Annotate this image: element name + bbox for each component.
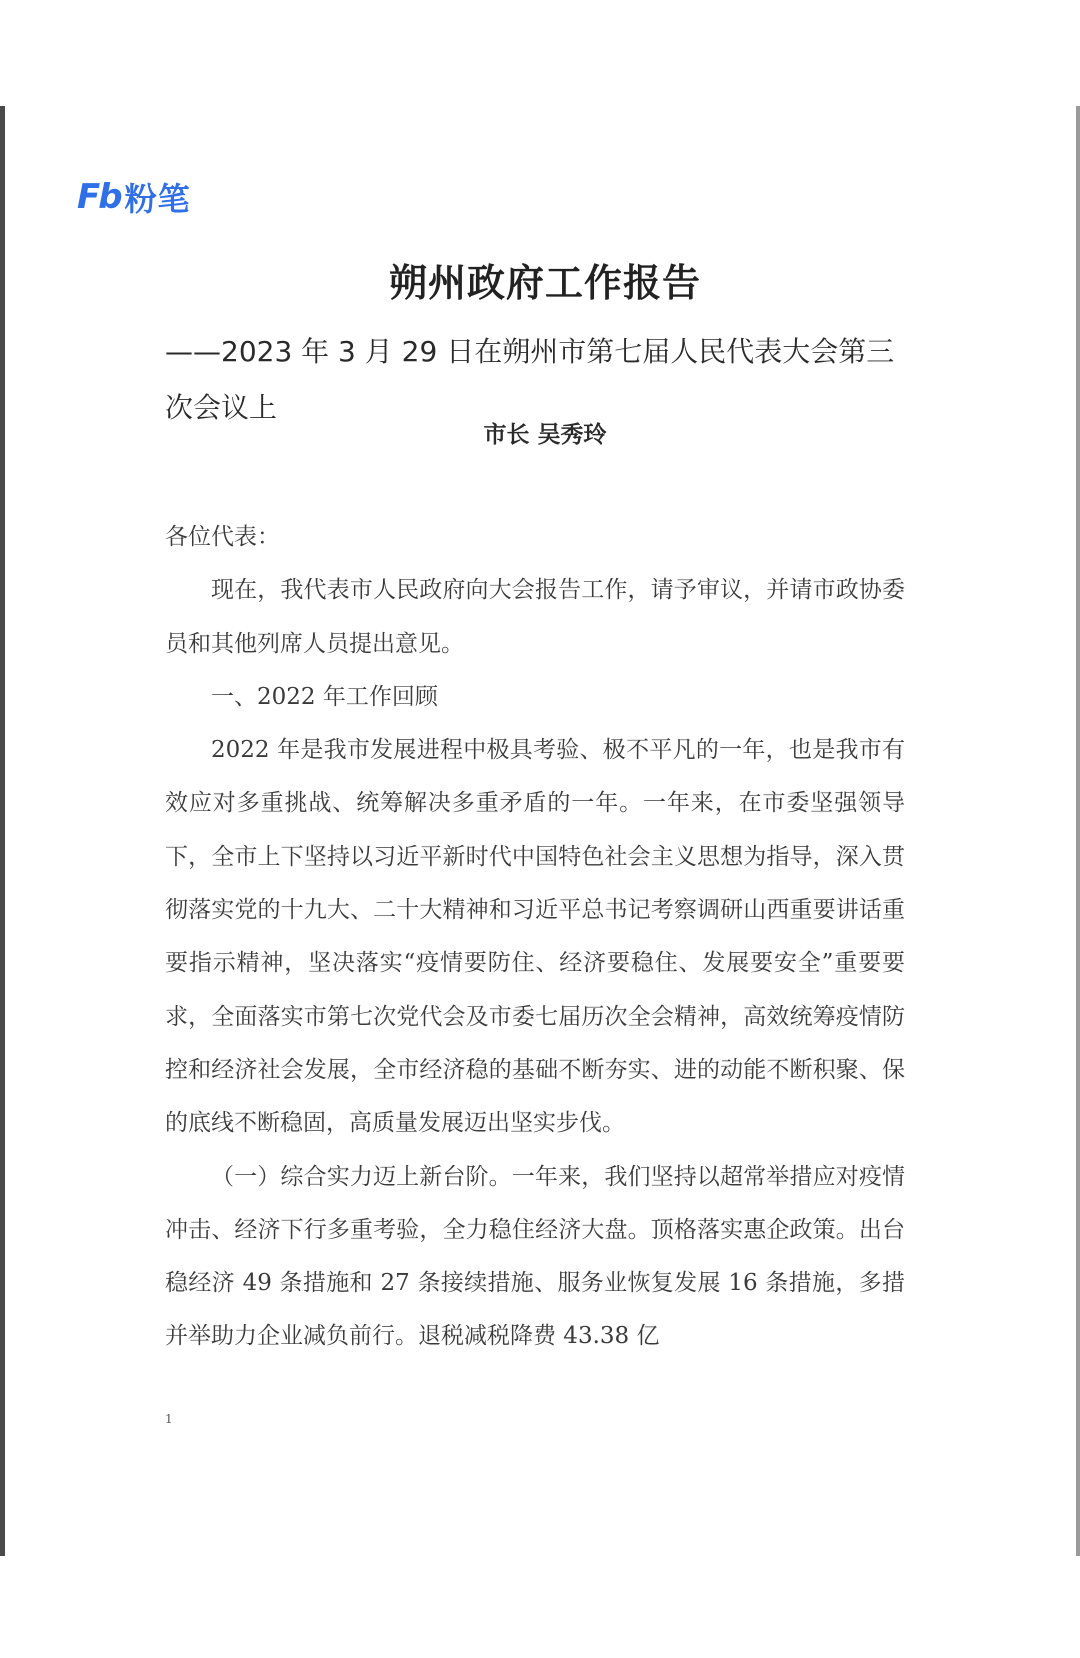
logo-mark: Fb: [77, 177, 121, 217]
logo-text: 粉笔: [124, 180, 191, 218]
section-heading: 一、2022 年工作回顾: [211, 683, 438, 710]
document-title: 朔州政府工作报告: [388, 261, 701, 305]
paragraph: （一）综合实力迈上新台阶。一年来，我们坚持以超常举措应对疫情冲击、经济下行多重考验，全力稳住经济大盘。顶格落实惠企政策。出台稳经济 49 条措施和 27 条接续措施、服务业恢复发展 16 条措施，多措并举助力企业减负前行。退税减税降费 43.38 亿: [165, 1163, 905, 1350]
document-body: [165, 511, 905, 1364]
paragraph: 现在，我代表市人民政府向大会报告工作，请予审议，并请市政协委员和其他列席人员提出意见。: [165, 577, 905, 657]
salutation: 各位代表：: [165, 524, 280, 550]
fenbi-logo: [77, 174, 191, 220]
document-page: [0, 106, 1080, 1556]
paragraph: 2022 年是我市发展进程中极具考验、极不平凡的一年，也是我市有效应对多重挑战、统筹解决多重矛盾的一年。一年来，在市委坚强领导下，全市上下坚持以习近平新时代中国特色社会主义思想为指导，深入贯彻落实党的十九大、二十大精神和习近平总书记考察调研山西重要讲话重要指示精神，坚决落实“疫情要防住、经济要稳住、发展要安全”重要要求，全面落实市第七次党代会及市委七届历次全会精神，高效统筹疫情防控和经济社会发展，全市经济稳的基础不断夯实、进的动能不断积聚、保的底线不断稳固，高质量发展迈出坚实步伐。: [165, 737, 905, 1137]
page-number: 1: [165, 1412, 173, 1426]
document-subtitle: ——2023 年 3 月 29 日在朔州市第七届人民代表大会第三次会议上: [165, 335, 895, 424]
document-author: 市长 吴秀玲: [483, 422, 607, 448]
